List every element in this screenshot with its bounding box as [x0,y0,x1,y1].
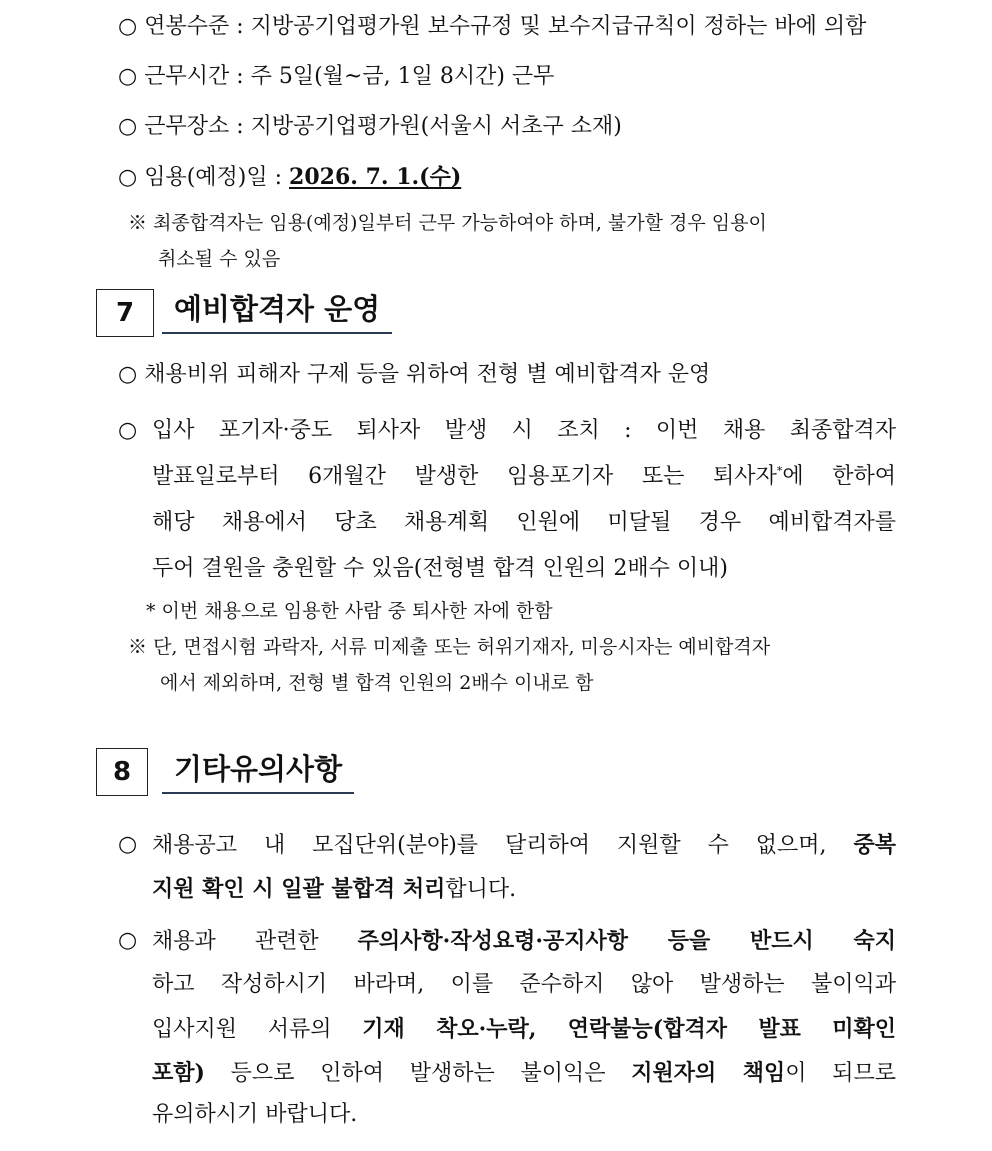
section8-item2-line5: 유의하시기 바랍니다. [152,1102,358,1127]
section-title: 기타유의사항 [162,752,354,794]
note-top-line2: 취소될 수 있음 [158,248,281,270]
section8-item2-line2: 하고 작성하시기 바라며, 이를 준수하지 않아 발생하는 불이익과 [152,972,896,997]
reference-mark-icon: ※ [128,636,148,658]
footnote-mark: * [146,600,156,622]
section8-item2-line3: 입사지원 서류의 기재 착오·누락, 연락불능(합격자 발표 미확인 [152,1016,896,1042]
section7-item2-line3: 해당 채용에서 당초 채용계획 인원에 미달될 경우 예비합격자를 [152,510,896,535]
section7-note-line1 [128,632,770,662]
section7-item2-line1: 입사 포기자·중도 퇴사자 발생 시 조치 : 이번 채용 최종합격자 [152,418,896,443]
section8-item1-line1: 채용공고 내 모집단위(분야)를 달리하여 지원할 수 없으며, 중복 [152,832,896,858]
item-text: 채용비위 피해자 구제 등을 위하여 전형 별 예비합격자 운영 [144,362,711,387]
section7-item2-line2: 발표일로부터 6개월간 발생한 임용포기자 또는 퇴사자*에 한하여 [152,464,896,489]
section8-item1-line2: 지원 확인 시 일괄 불합격 처리합니다. [152,876,517,902]
section8-item2-line1: 채용과 관련한 주의사항·작성요령·공지사항 등을 반드시 숙지 [152,928,897,954]
footnote-text: 이번 채용으로 임용한 사람 중 퇴사한 자에 한함 [161,600,553,622]
item-work-place [118,112,622,142]
appointment-date: 2026. 7. 1.(수) [289,164,462,190]
section8-item1-bullet: ○ [118,832,138,857]
item-work-hours [118,62,554,92]
section-number: 8 [96,748,148,796]
bullet-circle-icon: ○ [118,114,138,139]
bullet-circle-icon: ○ [118,14,138,39]
section7-item2-bullet: ○ [118,418,138,443]
item-text: 연봉수준 : 지방공기업평가원 보수규정 및 보수지급규칙이 정하는 바에 의함 [144,14,867,39]
section-number: 7 [96,289,154,337]
bullet-circle-icon: ○ [118,64,138,89]
footnote-marker: * [776,464,783,478]
item-salary [118,12,866,42]
note-text: 최종합격자는 임용(예정)일부터 근무 가능하여야 하며, 불가할 경우 임용이 [153,212,767,234]
reference-mark-icon: ※ [128,212,148,234]
bullet-circle-icon: ○ [118,165,138,190]
section7-note-line2: 에서 제외하며, 전형 별 합격 인원의 2배수 이내로 함 [160,672,594,694]
section8-item2-bullet: ○ [118,928,138,953]
section7-item1 [118,360,710,390]
item-text: 근무장소 : 지방공기업평가원(서울시 서초구 소재) [144,114,622,139]
section7-footnote [146,596,553,626]
item-appointment-date [118,162,461,193]
bullet-circle-icon: ○ [118,362,138,387]
section8-item2-line4: 포함) 등으로 인하여 발생하는 불이익은 지원자의 책임이 되므로 [152,1060,897,1086]
section7-item2-line4: 두어 결원을 충원할 수 있음(전형별 합격 인원의 2배수 이내) [152,556,728,581]
note-top-line1 [128,208,767,238]
section-title: 예비합격자 운영 [162,292,392,334]
item-label: 임용(예정)일 : [144,165,290,190]
note-text: 단, 면접시험 과락자, 서류 미제출 또는 허위기재자, 미응시자는 예비합격자 [153,636,771,658]
item-text: 근무시간 : 주 5일(월~금, 1일 8시간) 근무 [144,64,555,89]
